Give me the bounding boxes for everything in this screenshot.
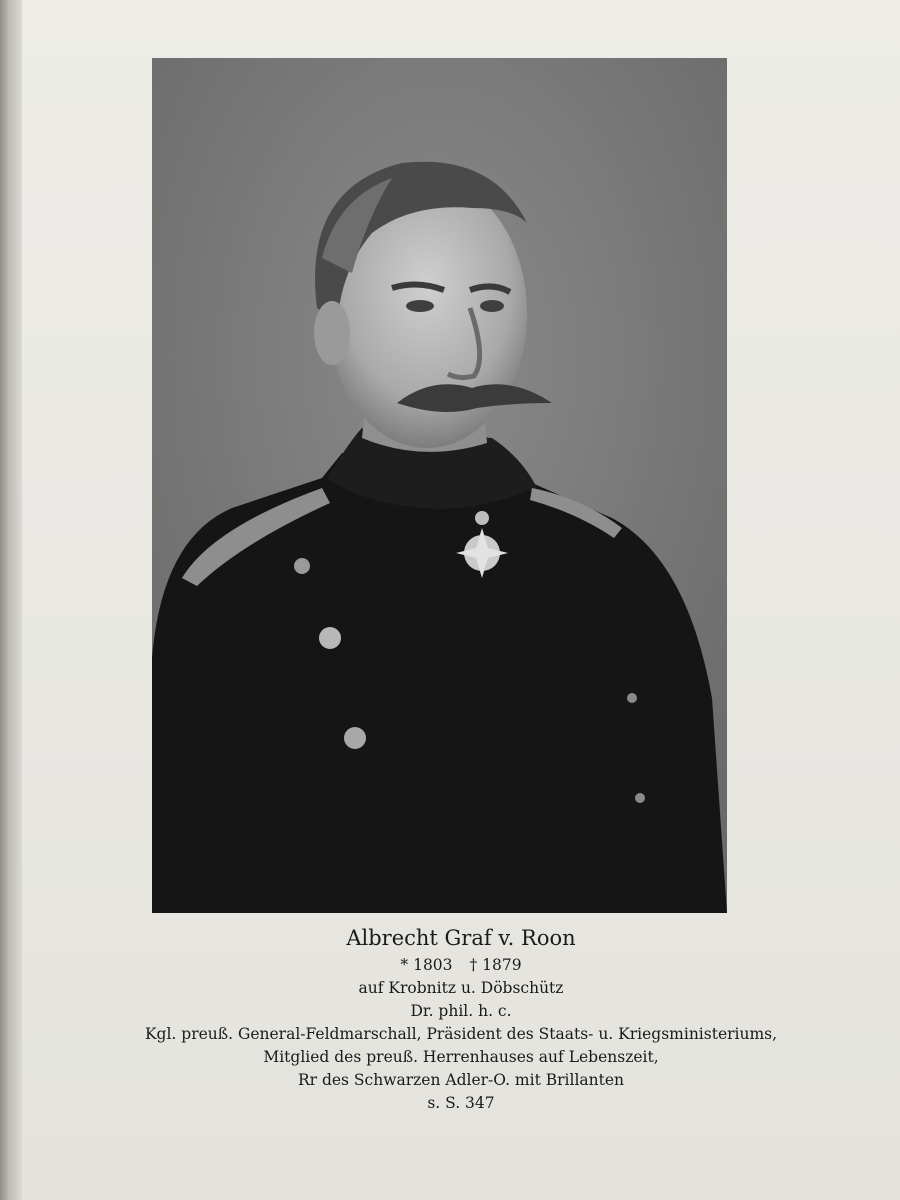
degree-line: Dr. phil. h. c. [410,1002,512,1020]
title-line-2: Mitglied des preuß. Herrenhauses auf Lebenszeit, [263,1048,659,1066]
estate-line: auf Krobnitz u. Döbschütz [358,979,564,997]
birth-year: * 1803 [400,956,453,974]
death-year: † 1879 [469,956,522,974]
title-line-3: Rr des Schwarzen Adler-O. mit Brillanten [297,1071,625,1089]
life-dates [22,954,900,977]
portrait-caption [22,920,900,1115]
person-name: Albrecht Graf v. Roon [346,926,576,950]
page-reference: s. S. 347 [427,1094,495,1112]
portrait-photograph [152,58,727,913]
book-gutter [0,0,22,1200]
portrait-illustration [152,58,727,913]
title-line-1: Kgl. preuß. General-Feldmarschall, Präsident des Staats- u. Kriegsministeriums, [144,1025,778,1043]
